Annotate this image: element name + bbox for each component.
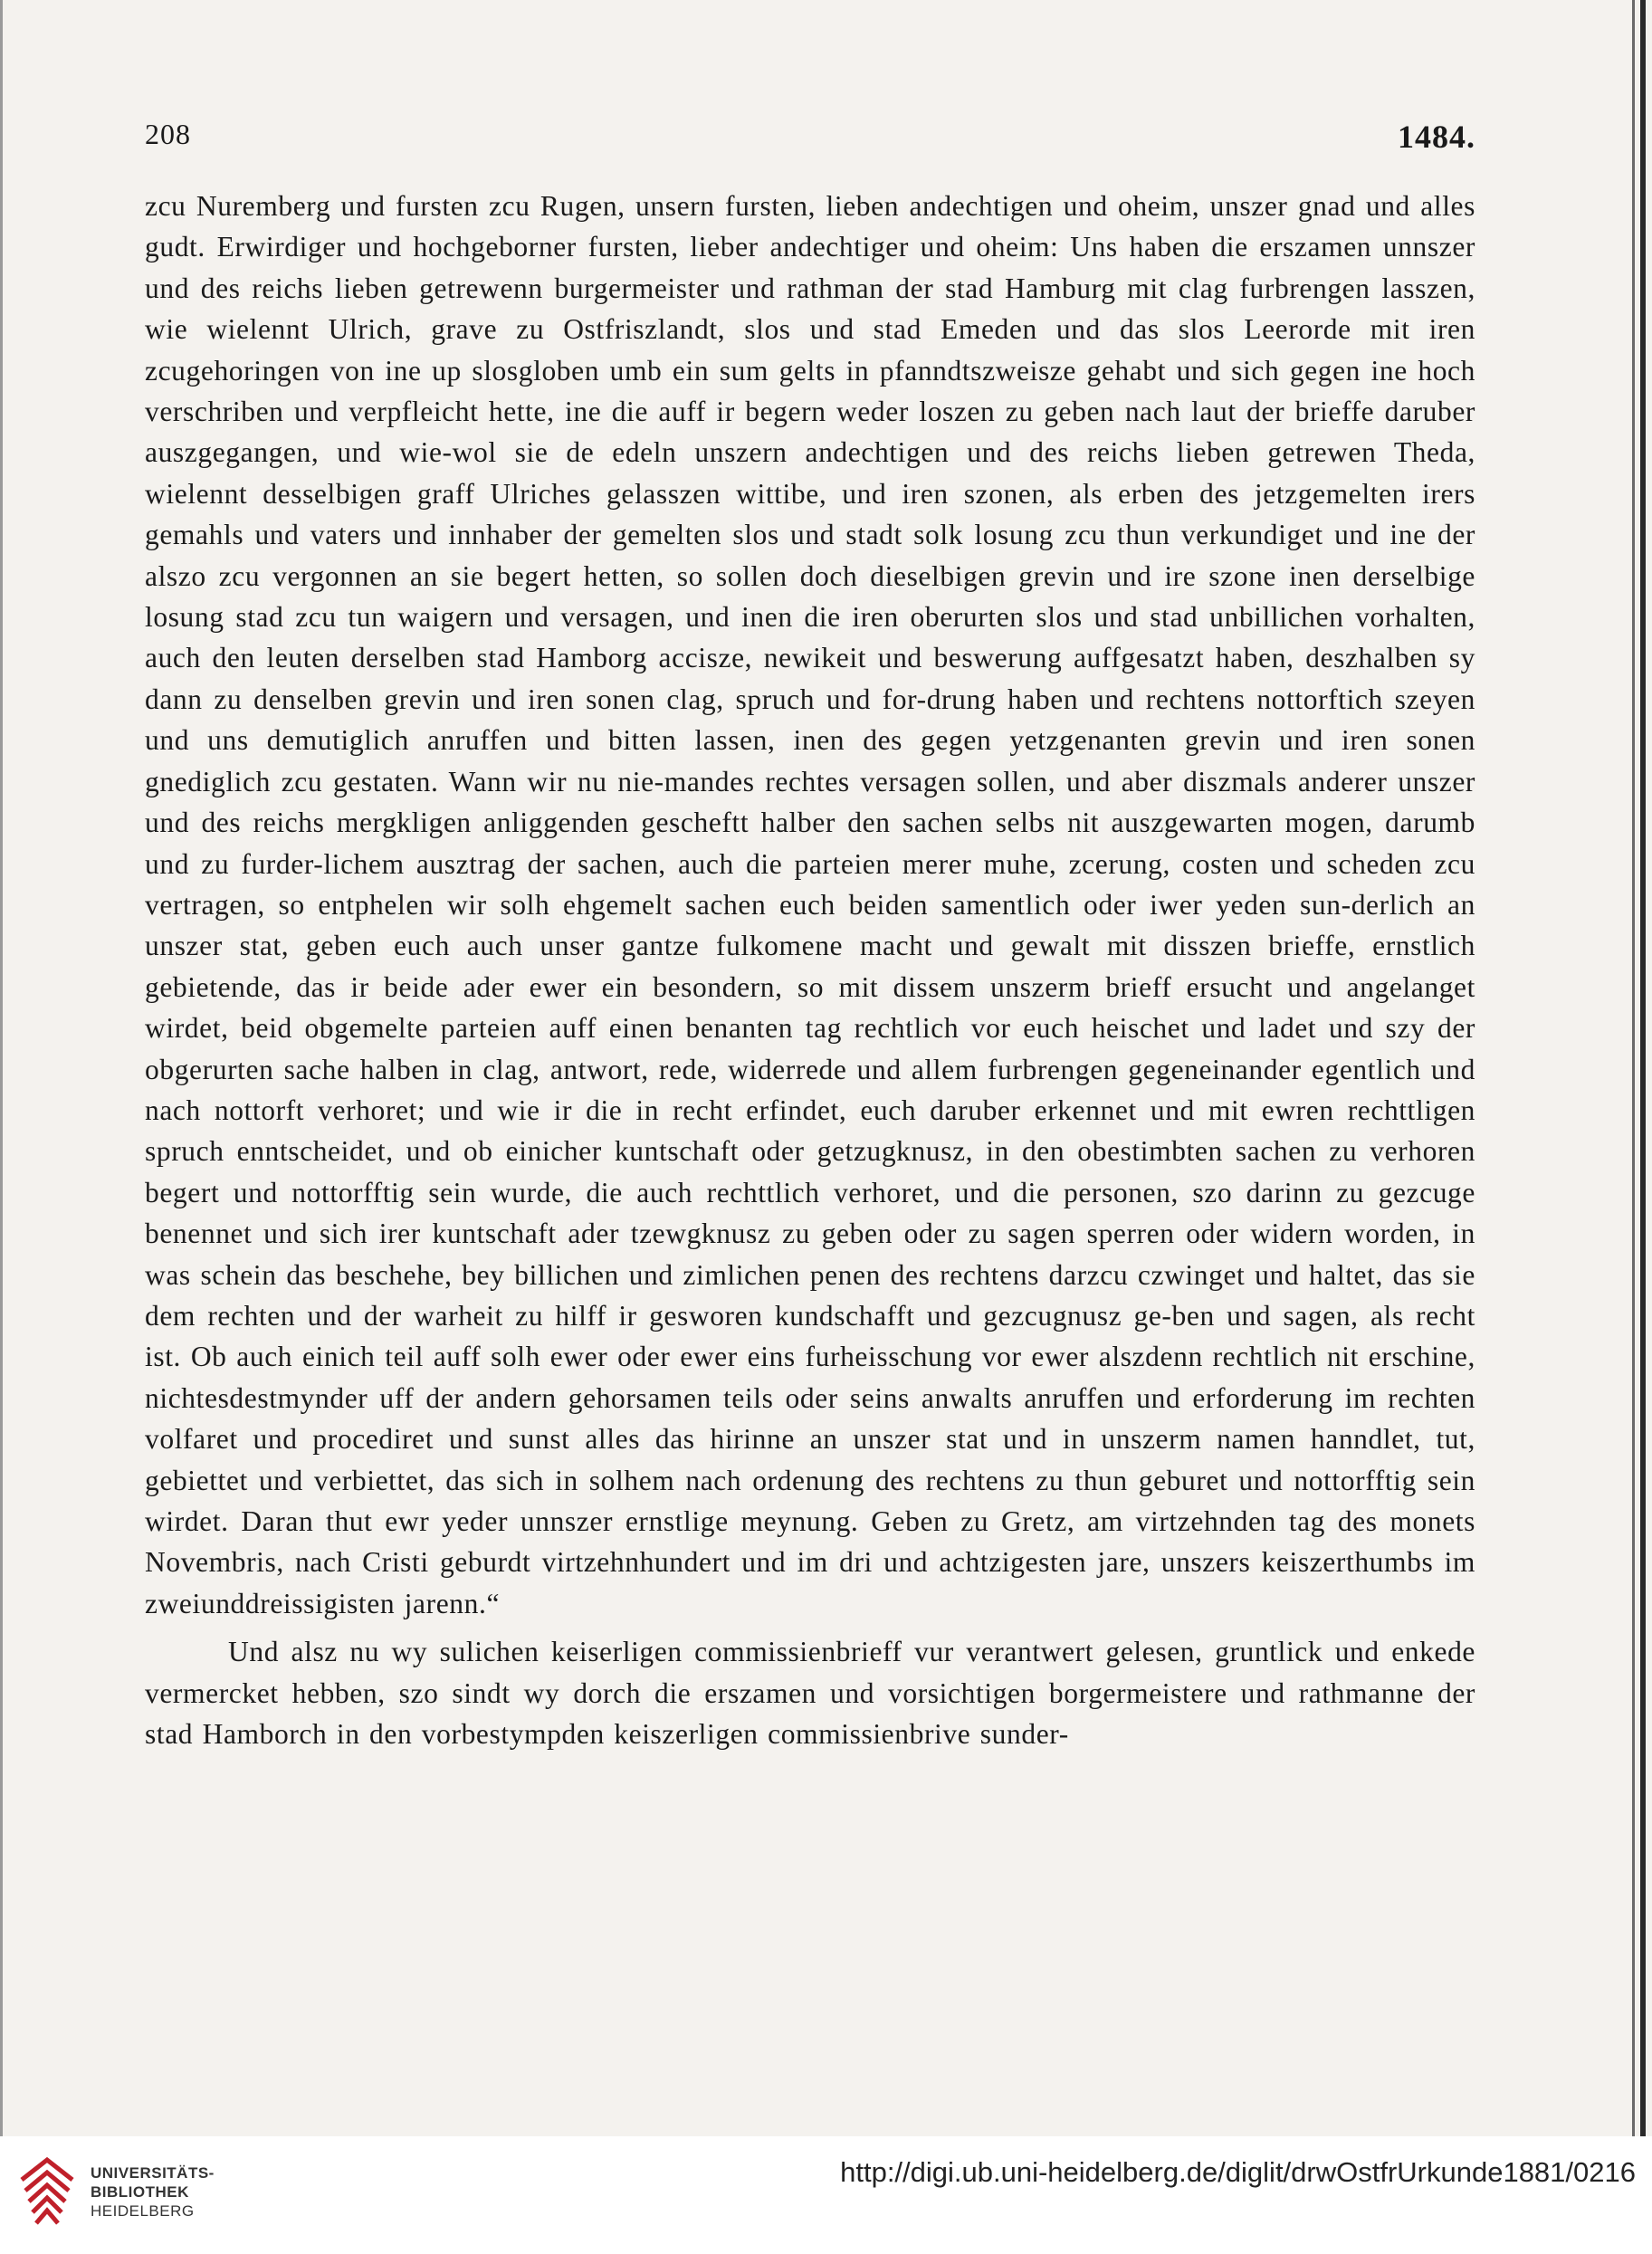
paragraph-2: Und alsz nu wy sulichen keiserligen commissienbrieff vur verantwert gelesen, gruntlick und enkede vermercket hebben, szo sindt wy dorch die erszamen und vorsichtigen borgermeistere und rathmanne der stad Hamborch in den vorbestympden keiszerligen commissienbrive sunder- <box>145 1636 1475 1751</box>
scan-border-right-inner <box>1632 0 1635 2136</box>
paragraph-1: zcu Nuremberg und fursten zcu Rugen, unsern fursten, lieben andechtigen und oheim, unszer gnad und alles gudt. Erwirdiger und hochgeborner fursten, lieber andechtiger und oheim: Uns haben die erszamen unnszer und des reichs lieben getrewenn burgermeister und rathman der stad Hamburg mit clag furbrengen lasszen, wie wielennt Ulrich, grave zu Ostfriszlandt, slos und stad Emeden und das slos Leerorde mit iren zcugehoringen von ine up slosgloben umb ein sum gelts in pfanndtszweisze gehabt und sich gegen ine hoch verschriben und verpfleicht hette, ine die auff ir begern weder loszen zu geben nach laut der brieffe daruber auszgegangen, und wie-wol sie de edeln unszern andechtigen und des reichs lieben getrewen Theda, wielennt desselbigen graff Ulriches gelasszen wittibe, und iren szonen, als erben des jetzgemelten irers gemahls und vaters und innhaber der gemelten slos und stadt solk losung zcu thun verkundiget und ine der alszo zcu vergonnen an sie begert hetten, so sollen doch dieselbigen grevin und ire szone inen derselbige losung stad zcu tun waigern und versagen, und inen die iren oberurten slos und stad unbillichen vorhalten, auch den leuten derselben stad Hamborg accisze, newikeit und beswerung auffgesatzt haben, deszhalben sy dann zu denselben grevin und iren sonen clag, spruch und for-drung haben und rechtens nottorftich szeyen und uns demutiglich anruffen und bitten lassen, inen des gegen yetzgenanten grevin und iren sonen gnediglich zcu gestaten. Wann wir nu nie-mandes rechtes versagen sollen, und aber diszmals anderer unszer und des reichs mergkligen anliggenden gescheftt halber den sachen selbs nit auszgewarten mogen, darumb und zu furder-lichem ausztrag der sachen, auch die parteien merer muhe, zcerung, costen und scheden zcu vertragen, so entphelen wir solh ehgemelt sachen euch beiden samentlich oder iwer yeden sun-derlich an unszer stat, geben euch auch unser gantze fulkomene macht und gewalt mit disszen brieffe, ernstlich gebietende, das ir beide ader ewer ein besondern, so mit dissem unszerm brieff ersucht und angelanget wirdet, beid obgemelte parteien auff einen benanten tag rechtlich vor euch heischet und ladet und szy der obgerurten sache halben in clag, antwort, rede, widerrede und allem furbrengen gegeneinander egentlich und nach nottorft verhoret; und wie ir die in recht erfindet, euch daruber erkennet und mit ewren rechttligen spruch enntscheidet, und ob einicher kuntschaft oder getzugknusz, in den obestimbten sachen zu verhoren begert und nottorfftig sein wurde, die auch rechttlich verhoret, und die personen, szo darinn zu gezcuge benennet und sich irer kuntschaft ader tzewgknusz zu geben oder zu sagen sperren oder widern worden, in was schein das beschehe, bey billichen und zimlichen penen des rechtens darzcu czwinget und haltet, das sie dem rechten und der warheit zu hilff ir gesworen kundschafft und gezcugnusz ge-ben und sagen, als recht ist. Ob auch einich teil auff solh ewer oder ewer eins furheisschung vor ewer alszdenn rechtlich nit erschine, nichtesdestmynder uff der andern gehorsamen teils oder seins anwalts anruffen und erforderung im rechten volfaret und procediret und sunst alles das hirinne an unszer stat und in unszerm namen hanndlet, tut, gebiettet und verbiettet, das sich in solhem nach ordenung des rechtens zu thun geburet und nottorfftig sein wirdet. Daran thut ewr yeder unnszer ernstlige meynung. Geben zu Gretz, am virtzehnden tag des monets Novembris, nach Cristi geburdt virtzehnhundert und im dri und achtzigesten jare, unszers keiszerthumbs im zweiunddreissigisten jarenn.“ <box>145 190 1475 1619</box>
library-name-line2: BIBLIOTHEK <box>91 2183 189 2201</box>
page-year: 1484. <box>1398 119 1475 155</box>
page-number: 208 <box>145 118 191 150</box>
library-name-line3: HEIDELBERG <box>91 2202 195 2220</box>
library-name-line1: UNIVERSITÄTS- <box>91 2164 215 2182</box>
university-library-logo-icon[interactable] <box>16 2153 78 2229</box>
permalink-url[interactable]: http://digi.ub.uni-heidelberg.de/diglit/drwOstfrUrkunde1881/0216 <box>840 2156 1636 2188</box>
viewer-footer <box>0 2136 1652 2254</box>
library-name[interactable] <box>91 2163 215 2221</box>
page-header <box>145 118 1475 158</box>
scan-border-right <box>1640 0 1646 2136</box>
document-body <box>145 186 1475 1754</box>
scan-border-left <box>0 0 3 2136</box>
